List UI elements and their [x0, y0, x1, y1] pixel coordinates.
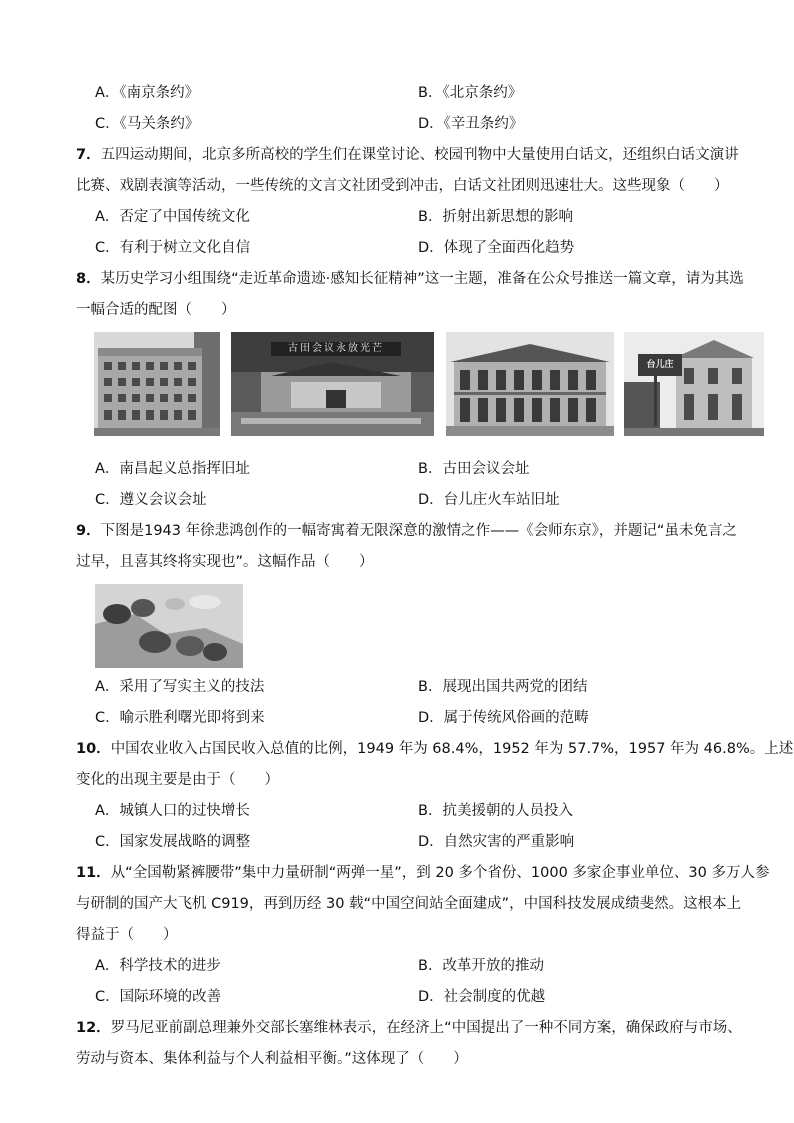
q12-text-1: 罗马尼亚前副总理兼外交部长塞维林表示，在经济上“中国提出了一种不同方案，确保政府与市场、 [110, 1020, 742, 1036]
q9-stem-line1 [76, 516, 746, 547]
q6-options-row2 [76, 109, 746, 140]
q12-stem-line2: 劳动与资本、集体利益与个人利益相平衡。”这体现了（ ） [76, 1051, 468, 1067]
huishi-dongjing-painting [95, 584, 243, 668]
q11-option-c[interactable]: C．国际环境的改善 [95, 989, 222, 1005]
q6-option-b[interactable]: B．《北京条约》 [418, 85, 523, 101]
q8-stem-line1 [76, 264, 746, 295]
q10-stem-line2: 变化的出现主要是由于（ ） [76, 772, 279, 788]
q11-options-row2 [76, 982, 746, 1013]
q8-option-c[interactable]: C．遵义会议会址 [95, 492, 207, 508]
q7-option-d[interactable]: D．体现了全面西化趋势 [418, 240, 575, 256]
q11-options [76, 951, 746, 982]
q9-number: 9． [76, 523, 101, 539]
q11-number: 11． [76, 865, 111, 881]
q8-number: 8． [76, 271, 101, 287]
q11-option-a[interactable]: A．科学技术的进步 [95, 958, 221, 974]
q7-stem-line2: 比赛、戏剧表演等活动，一些传统的文言文社团受到冲击，白话文社团则迅速壮大。这些现象（ ） [76, 178, 729, 194]
q8-option-b[interactable]: B．古田会议会址 [418, 461, 530, 477]
q8-options [76, 454, 746, 485]
q7-option-a[interactable]: A．否定了中国传统文化 [95, 209, 250, 225]
gutian-sign-text: 古田会议永放光芒 [288, 343, 384, 354]
q9-text-1: 下图是1943 年徐悲鸿创作的一幅寄寓着无限深意的激情之作——《会师东京》，并题记“虽未免言之 [100, 523, 737, 539]
q11-text-1: 从“全国勒紧裤腰带”集中力量研制“两弹一星”，到 20 多个省份、1000 多家企事业单位、30 多万人参 [110, 865, 770, 881]
q10-stem-line1 [76, 734, 794, 765]
q10-options-row2 [76, 827, 746, 858]
q11-stem-line2: 与研制的国产大飞机 C919，再到历经 30 载“中国空间站全面建成”，中国科技发展成绩斐然。这根本上 [76, 896, 742, 912]
q6-option-c[interactable]: C．《马关条约》 [95, 116, 200, 132]
q9-option-b[interactable]: B．展现出国共两党的团结 [418, 679, 588, 695]
exam-page [76, 78, 794, 1075]
q10-text-1: 中国农业收入占国民收入总值的比例，1949 年为 68.4%，1952 年为 57.7%，1957 年为 46.8%。上述 [110, 741, 794, 757]
q9-option-c[interactable]: C．喻示胜利曙光即将到来 [95, 710, 265, 726]
q7-options-row2 [76, 233, 746, 264]
q10-option-d[interactable]: D．自然灾害的严重影响 [418, 834, 575, 850]
q6-options [76, 78, 746, 109]
q8-photos [76, 332, 746, 448]
q9-stem-line2: 过早，且喜其终将实现也”。这幅作品（ ） [76, 554, 374, 570]
q10-option-a[interactable]: A．城镇人口的过快增长 [95, 803, 250, 819]
q12-number: 12． [76, 1020, 111, 1036]
q7-options [76, 202, 746, 233]
q12-stem-line1 [76, 1013, 746, 1044]
q10-option-c[interactable]: C．国家发展战略的调整 [95, 834, 251, 850]
q7-text-1: 五四运动期间，北京多所高校的学生们在课堂讨论、校园刊物中大量使用白话文，还组织白话文演讲 [100, 147, 739, 163]
q11-option-d[interactable]: D．社会制度的优越 [418, 989, 546, 1005]
q10-number: 10． [76, 741, 111, 757]
q7-stem-line1 [76, 140, 746, 171]
q8-stem-line2: 一幅合适的配图（ ） [76, 302, 236, 318]
q10-options [76, 796, 746, 827]
q11-stem-line1 [76, 858, 770, 889]
q9-option-a[interactable]: A．采用了写实主义的技法 [95, 679, 265, 695]
q6-option-d[interactable]: D．《辛丑条约》 [418, 116, 524, 132]
q9-options-row2 [76, 703, 746, 734]
gutian-site-photo [231, 332, 434, 436]
q11-stem-line3: 得益于（ ） [76, 927, 178, 943]
q8-text-1: 某历史学习小组围绕“走近革命遗迹·感知长征精神”这一主题，准备在公众号推送一篇文章，请为其选 [100, 271, 744, 287]
taierzhuang-sign-text: 台儿庄 [646, 360, 674, 370]
nanchang-building-photo [94, 332, 220, 436]
zunyi-site-photo [446, 332, 614, 436]
q7-option-b[interactable]: B．折射出新思想的影响 [418, 209, 573, 225]
q8-option-d[interactable]: D．台儿庄火车站旧址 [418, 492, 560, 508]
q8-options-row2 [76, 485, 746, 516]
q10-option-b[interactable]: B．抗美援朝的人员投入 [418, 803, 573, 819]
q9-options [76, 672, 746, 703]
q11-option-b[interactable]: B．改革开放的推动 [418, 958, 544, 974]
q6-option-a[interactable]: A．《南京条约》 [95, 85, 200, 101]
q8-option-a[interactable]: A．南昌起义总指挥旧址 [95, 461, 250, 477]
q7-number: 7． [76, 147, 101, 163]
q9-option-d[interactable]: D．属于传统风俗画的范畴 [418, 710, 589, 726]
taierzhuang-station-photo [624, 332, 764, 436]
q7-option-c[interactable]: C．有利于树立文化自信 [95, 240, 251, 256]
